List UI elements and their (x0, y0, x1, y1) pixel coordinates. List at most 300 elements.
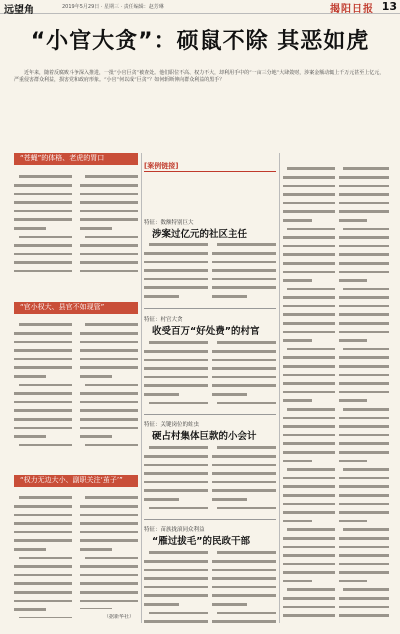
text-line-ink (283, 563, 335, 566)
text-line-ink (283, 219, 312, 222)
text-line-ink (339, 503, 389, 506)
text-line-ink (149, 551, 208, 554)
text-line (80, 249, 138, 258)
text-line (339, 499, 389, 508)
text-line (283, 499, 335, 508)
text-line (80, 502, 138, 511)
text-line-ink (212, 286, 276, 289)
text-line (80, 579, 138, 588)
issue-meta: 2019年5月29日 · 星期三 · 责任编辑：赵芳琳 (62, 4, 164, 10)
text-line-ink (212, 464, 276, 467)
text-line-ink (144, 577, 208, 580)
text-line (283, 465, 335, 474)
text-line-ink (283, 571, 335, 574)
text-line-ink (283, 520, 312, 523)
text-line-ink (14, 435, 46, 438)
text-line (283, 267, 335, 276)
text-line-ink (339, 391, 389, 394)
text-line-ink (339, 597, 389, 600)
text-line-ink (14, 418, 72, 421)
text-line (339, 336, 389, 345)
body-text-1a (14, 172, 72, 272)
text-line-ink (14, 332, 72, 335)
text-line-ink (85, 175, 138, 178)
text-line-ink (80, 261, 138, 264)
text-line (144, 548, 208, 557)
text-line-ink (144, 367, 208, 370)
text-line-ink (339, 537, 389, 540)
text-line (283, 207, 335, 216)
text-line-ink (19, 617, 72, 618)
text-line-ink (14, 253, 72, 256)
text-line (339, 259, 389, 268)
text-line-ink (80, 514, 138, 517)
text-line (283, 293, 335, 302)
text-line-ink (144, 489, 208, 492)
text-line-ink (283, 494, 335, 497)
text-line (144, 381, 208, 390)
text-line (283, 559, 335, 568)
text-line (339, 173, 389, 182)
text-line (283, 344, 335, 353)
text-line-ink (149, 446, 208, 449)
text-line (283, 241, 335, 250)
text-line-ink (283, 417, 335, 420)
text-line (80, 423, 138, 432)
text-line-ink (19, 496, 72, 499)
text-line-ink (14, 548, 46, 551)
text-line (283, 259, 335, 268)
text-line (283, 611, 335, 619)
body-text-2a (14, 320, 72, 452)
text-line-ink (217, 612, 276, 615)
text-line-ink (339, 365, 389, 368)
text-line (80, 432, 138, 441)
text-line (339, 594, 389, 603)
text-line (144, 600, 208, 609)
text-line-ink (14, 349, 72, 352)
text-line-ink (144, 498, 179, 501)
text-line-ink (85, 496, 138, 499)
text-line (283, 198, 335, 207)
text-line (80, 224, 138, 233)
text-line-ink (339, 296, 389, 299)
text-line-ink (144, 569, 208, 572)
text-line (212, 582, 276, 591)
text-line (283, 534, 335, 543)
body-text-3b (80, 493, 138, 609)
text-line-ink (144, 455, 208, 458)
text-line-ink (14, 539, 72, 542)
text-line-ink (287, 528, 335, 531)
text-line-ink (339, 399, 367, 402)
text-line (283, 448, 335, 457)
text-line-ink (339, 442, 389, 445)
text-line (339, 508, 389, 517)
text-line (80, 389, 138, 398)
text-line (283, 284, 335, 293)
text-line-ink (287, 588, 335, 591)
text-line (144, 364, 208, 373)
text-line (212, 381, 276, 390)
text-line-ink (80, 435, 112, 438)
text-line (144, 249, 208, 258)
text-line (212, 452, 276, 461)
text-line (14, 493, 72, 502)
text-line (80, 440, 138, 449)
text-line (339, 482, 389, 491)
text-line (14, 579, 72, 588)
text-line-ink (217, 507, 276, 510)
text-line (283, 302, 335, 311)
text-line-ink (283, 253, 335, 256)
text-line (80, 406, 138, 415)
text-line-ink (287, 348, 335, 351)
text-line (14, 527, 72, 536)
text-line (80, 380, 138, 389)
text-line (144, 390, 208, 399)
text-line-ink (85, 323, 138, 326)
text-line (144, 486, 208, 495)
text-line-ink (283, 399, 312, 402)
text-line-ink (80, 392, 138, 395)
text-line (80, 215, 138, 224)
text-line-ink (339, 477, 389, 480)
text-line-ink (80, 332, 138, 335)
text-line (283, 594, 335, 603)
text-line-ink (339, 219, 367, 222)
text-line-ink (80, 418, 138, 421)
text-line-ink (212, 350, 276, 353)
case-kicker-3: 特征：关键岗位的蛀虫 (144, 422, 200, 428)
text-line-ink (80, 608, 112, 609)
text-line (212, 443, 276, 452)
text-line-ink (144, 620, 208, 623)
text-line-ink (339, 382, 389, 385)
case-text-1b (212, 240, 276, 300)
text-line (212, 460, 276, 469)
text-line-ink (80, 244, 138, 247)
text-line-ink (85, 557, 138, 560)
text-line-ink (212, 359, 276, 362)
body-text-right-a (283, 164, 335, 619)
text-line-ink (212, 278, 276, 281)
text-line (212, 249, 276, 258)
text-line (14, 449, 72, 452)
text-line (80, 363, 138, 372)
text-line-ink (283, 503, 335, 506)
text-line-ink (80, 184, 138, 187)
text-line (283, 336, 335, 345)
text-line-ink (144, 384, 208, 387)
text-line (283, 250, 335, 259)
text-line (80, 596, 138, 605)
text-line (80, 510, 138, 519)
text-line-ink (283, 425, 335, 428)
text-line-ink (339, 494, 389, 497)
text-line (144, 582, 208, 591)
text-line-ink (149, 341, 208, 344)
text-line (14, 241, 72, 250)
text-line (144, 617, 208, 623)
text-line (283, 456, 335, 465)
text-line (80, 415, 138, 424)
text-line (80, 562, 138, 571)
text-line-ink (212, 586, 276, 589)
text-line-ink (339, 176, 389, 179)
text-line-ink (149, 402, 208, 405)
text-line-ink (14, 358, 72, 361)
text-line (339, 516, 389, 525)
text-line-ink (80, 193, 138, 196)
text-line (283, 327, 335, 336)
text-line (283, 525, 335, 534)
case-kicker-4: 特征：苗族拢滚同众利益 (144, 527, 205, 533)
text-line (80, 519, 138, 528)
text-line (14, 562, 72, 571)
text-line-ink (14, 193, 72, 196)
text-line (80, 449, 138, 452)
text-line (283, 181, 335, 190)
text-line-ink (339, 210, 389, 213)
text-line-ink (339, 546, 389, 549)
text-line-ink (144, 278, 208, 281)
text-line-ink (212, 295, 247, 298)
text-line-ink (212, 269, 276, 272)
text-line (283, 190, 335, 199)
text-line (339, 284, 389, 293)
text-line-ink (80, 349, 138, 352)
text-line (339, 250, 389, 259)
case-text-2b (212, 338, 276, 406)
text-line (14, 389, 72, 398)
text-line-ink (212, 384, 276, 387)
text-line (144, 257, 208, 266)
text-line (144, 503, 208, 511)
text-line-ink (339, 520, 367, 523)
column-divider (141, 153, 142, 623)
text-line (80, 206, 138, 215)
text-line-ink (283, 485, 335, 488)
text-line-ink (14, 608, 46, 611)
text-line-ink (339, 451, 389, 454)
text-line (14, 189, 72, 198)
text-line-ink (85, 384, 138, 387)
text-line-ink (339, 271, 389, 274)
text-line (80, 329, 138, 338)
text-line-ink (283, 331, 335, 334)
text-line (339, 413, 389, 422)
case-title-2: 收受百万“好处费”的村官 (152, 326, 260, 337)
text-line-ink (19, 323, 72, 326)
text-line-ink (339, 262, 389, 265)
text-line (14, 415, 72, 424)
text-line (14, 267, 72, 272)
text-line-ink (283, 382, 335, 385)
text-line (80, 337, 138, 346)
text-line-ink (343, 588, 389, 591)
text-line-ink (283, 597, 335, 600)
text-line-ink (339, 331, 389, 334)
text-line-ink (212, 481, 276, 484)
text-line (212, 557, 276, 566)
text-line (339, 370, 389, 379)
text-line-ink (212, 489, 276, 492)
text-line (283, 577, 335, 586)
text-line-ink (14, 244, 72, 247)
text-line-ink (212, 393, 247, 396)
text-line (14, 232, 72, 241)
text-line (283, 173, 335, 182)
text-line-ink (339, 571, 389, 574)
text-line (212, 257, 276, 266)
text-line-ink (144, 359, 208, 362)
text-line-ink (144, 586, 208, 589)
body-text-2b (80, 320, 138, 452)
text-line-ink (283, 236, 335, 239)
text-line (14, 596, 72, 605)
newspaper-name: 揭阳日报 (330, 4, 374, 15)
text-line (212, 398, 276, 406)
text-line-ink (19, 384, 72, 387)
text-line-ink (144, 560, 208, 563)
body-text-right-b (339, 164, 389, 619)
text-line-ink (283, 477, 335, 480)
text-line-ink (80, 201, 138, 204)
text-line (144, 608, 208, 617)
text-line (212, 274, 276, 283)
text-line-ink (14, 582, 72, 585)
text-line (80, 189, 138, 198)
text-line-ink (217, 446, 276, 449)
text-line-ink (339, 185, 389, 188)
text-line (339, 241, 389, 250)
text-line-ink (19, 444, 72, 447)
text-line (339, 611, 389, 619)
text-line-ink (212, 367, 276, 370)
text-line (339, 551, 389, 560)
text-line (339, 233, 389, 242)
text-line (144, 347, 208, 356)
text-line (144, 477, 208, 486)
text-line (283, 405, 335, 414)
text-line (283, 370, 335, 379)
text-line-ink (14, 522, 72, 525)
text-line (283, 276, 335, 285)
text-line-ink (80, 548, 112, 551)
text-line-ink (144, 481, 208, 484)
text-line-ink (14, 218, 72, 221)
text-line-ink (144, 472, 208, 475)
text-line (339, 542, 389, 551)
text-line-ink (80, 505, 138, 508)
case-text-1a (144, 240, 208, 300)
text-line-ink (339, 614, 389, 617)
text-line (212, 355, 276, 364)
section-bar-2 (14, 302, 138, 314)
text-line-ink (144, 603, 179, 606)
text-line-ink (144, 376, 208, 379)
text-line (14, 423, 72, 432)
text-line-ink (217, 243, 276, 246)
text-line-ink (80, 591, 138, 594)
text-line (212, 372, 276, 381)
text-line (283, 319, 335, 328)
text-line-ink (149, 243, 208, 246)
text-line-ink (283, 313, 335, 316)
text-line-ink (283, 279, 312, 282)
text-line-ink (283, 374, 335, 377)
text-line-ink (287, 408, 335, 411)
text-line-ink (144, 393, 179, 396)
text-line-ink (14, 514, 72, 517)
text-line (339, 198, 389, 207)
text-line (80, 354, 138, 363)
text-line (212, 617, 276, 623)
text-line (283, 551, 335, 560)
text-line (339, 302, 389, 311)
text-line (80, 181, 138, 190)
case-divider (144, 308, 276, 309)
text-line-ink (212, 261, 276, 264)
text-line-ink (14, 341, 72, 344)
case-text-4b (212, 548, 276, 623)
text-line (283, 482, 335, 491)
text-line-ink (212, 455, 276, 458)
text-line (144, 398, 208, 406)
section-name: 远望角 (4, 5, 34, 16)
text-line-ink (212, 594, 276, 597)
section-title-2: “官小权大、县官不如现管” (20, 303, 105, 311)
text-line (144, 355, 208, 364)
text-line-ink (283, 451, 335, 454)
text-line (339, 439, 389, 448)
text-line (339, 327, 389, 336)
text-line (80, 267, 138, 272)
text-line-ink (80, 427, 138, 430)
text-line-ink (283, 296, 335, 299)
text-line (339, 207, 389, 216)
text-line-ink (283, 305, 335, 308)
text-line-ink (343, 167, 389, 170)
text-line (80, 258, 138, 267)
text-line (14, 346, 72, 355)
text-line-ink (339, 554, 389, 557)
text-line-ink (14, 375, 46, 378)
text-line (144, 565, 208, 574)
text-line-ink (80, 358, 138, 361)
text-line (339, 559, 389, 568)
text-line (339, 602, 389, 611)
text-line (283, 491, 335, 500)
text-line (14, 440, 72, 449)
case-title-3: 硬占村集体巨款的小会计 (152, 431, 257, 442)
text-line (339, 456, 389, 465)
text-line (14, 249, 72, 258)
text-line (14, 337, 72, 346)
text-line-ink (80, 375, 112, 378)
text-line (144, 372, 208, 381)
text-line-ink (212, 603, 247, 606)
text-line (283, 473, 335, 482)
text-line (339, 534, 389, 543)
text-line-ink (14, 409, 72, 412)
text-line (14, 536, 72, 545)
text-line (339, 190, 389, 199)
text-line (80, 172, 138, 181)
text-line (212, 338, 276, 347)
text-line (283, 233, 335, 242)
